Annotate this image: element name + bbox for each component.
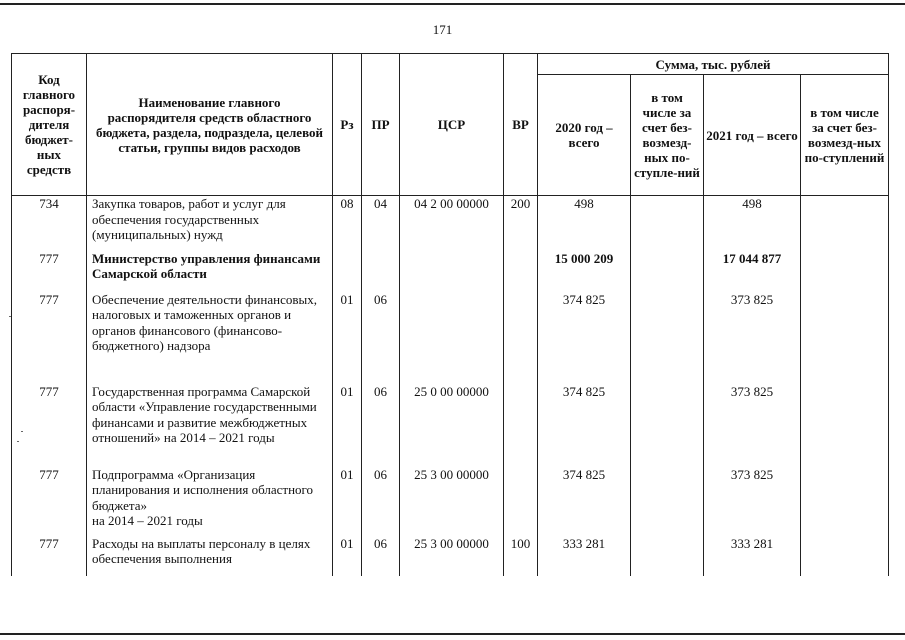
cell-name: Закупка товаров, работ и услуг для обеспечения государственных (муниципальных) нужд xyxy=(87,196,333,251)
table-body xyxy=(12,196,889,576)
cell-2020-total: 15 000 209 xyxy=(538,251,631,292)
table-row xyxy=(12,384,889,467)
header-2020-grants: в том числе за счет без-возмезд-ных по-ступле-ний xyxy=(631,75,704,196)
cell-pr: 06 xyxy=(362,467,400,536)
cell-2021-grants xyxy=(801,384,889,467)
cell-pr: 06 xyxy=(362,536,400,576)
cell-name: Обеспечение деятельности финансовых, налоговых и таможенных органов и органов финансового (финансово-бюджетного) надзора xyxy=(87,292,333,384)
cell-csr: 04 2 00 00000 xyxy=(400,196,504,251)
header-csr: ЦСР xyxy=(400,54,504,196)
cell-csr xyxy=(400,292,504,384)
cell-2021-total: 333 281 xyxy=(704,536,801,576)
cell-code: 777 xyxy=(12,292,87,384)
header-2020-total: 2020 год – всего xyxy=(538,75,631,196)
cell-rz: 01 xyxy=(333,467,362,536)
cell-pr xyxy=(362,251,400,292)
cell-2020-grants xyxy=(631,384,704,467)
cell-vr xyxy=(504,384,538,467)
cell-rz xyxy=(333,251,362,292)
cell-pr: 06 xyxy=(362,384,400,467)
cell-2021-grants xyxy=(801,196,889,251)
cell-rz: 01 xyxy=(333,536,362,576)
cell-2021-grants xyxy=(801,251,889,292)
cell-name: Расходы на выплаты персоналу в целях обеспечения выполнения xyxy=(87,536,333,576)
header-rz: Рз xyxy=(333,54,362,196)
header-vr: ВР xyxy=(504,54,538,196)
cell-2021-total: 373 825 xyxy=(704,292,801,384)
cell-code: 777 xyxy=(12,251,87,292)
header-name: Наименование главного распорядителя средств областного бюджета, раздела, подраздела, целевой статьи, группы видов расходов xyxy=(87,54,333,196)
cell-2021-total: 373 825 xyxy=(704,384,801,467)
cell-name: Подпрограмма «Организация планирования и исполнения областного бюджета» на 2014 – 2021 годы xyxy=(87,467,333,536)
bottom-rule xyxy=(0,633,905,635)
cell-rz: 01 xyxy=(333,384,362,467)
cell-csr: 25 3 00 00000 xyxy=(400,536,504,576)
cell-2020-total: 498 xyxy=(538,196,631,251)
cell-2021-total: 498 xyxy=(704,196,801,251)
cell-code: 777 xyxy=(12,467,87,536)
cell-name: Государственная программа Самарской области «Управление государственными финансами и развитие межбюджетных отношений» на 2014 – 2021 годы xyxy=(87,384,333,467)
cell-2020-grants xyxy=(631,536,704,576)
header-2021-grants: в том числе за счет без-возмезд-ных по-ступлений xyxy=(801,75,889,196)
cell-code: 777 xyxy=(12,384,87,467)
cell-vr: 100 xyxy=(504,536,538,576)
cell-vr: 200 xyxy=(504,196,538,251)
cell-2020-grants xyxy=(631,467,704,536)
cell-2020-grants xyxy=(631,292,704,384)
cell-rz: 01 xyxy=(333,292,362,384)
cell-2021-grants xyxy=(801,536,889,576)
cell-2021-total: 373 825 xyxy=(704,467,801,536)
cell-vr xyxy=(504,467,538,536)
cell-2020-total: 374 825 xyxy=(538,384,631,467)
cell-name: Министерство управления финансами Самарской области xyxy=(87,251,333,292)
table-row xyxy=(12,292,889,384)
cell-vr xyxy=(504,292,538,384)
header-pr: ПР xyxy=(362,54,400,196)
cell-vr xyxy=(504,251,538,292)
cell-csr: 25 0 00 00000 xyxy=(400,384,504,467)
header-2021-total: 2021 год – всего xyxy=(704,75,801,196)
cell-2020-total: 374 825 xyxy=(538,467,631,536)
cell-code: 734 xyxy=(12,196,87,251)
table-row xyxy=(12,196,889,251)
cell-code: 777 xyxy=(12,536,87,576)
cell-rz: 08 xyxy=(333,196,362,251)
top-rule xyxy=(0,3,905,5)
page-number: 171 xyxy=(432,22,453,37)
cell-csr xyxy=(400,251,504,292)
table-row xyxy=(12,536,889,576)
table-row xyxy=(12,467,889,536)
cell-2021-grants xyxy=(801,292,889,384)
cell-csr: 25 3 00 00000 xyxy=(400,467,504,536)
cell-2020-grants xyxy=(631,251,704,292)
cell-2020-total: 333 281 xyxy=(538,536,631,576)
cell-2021-total: 17 044 877 xyxy=(704,251,801,292)
cell-2020-total: 374 825 xyxy=(538,292,631,384)
table-row xyxy=(12,251,889,292)
table-header xyxy=(12,54,889,196)
cell-2021-grants xyxy=(801,467,889,536)
header-sum: Сумма, тыс. рублей xyxy=(538,54,889,75)
cell-pr: 06 xyxy=(362,292,400,384)
header-code: Код главного распоря-дителя бюджет-ных средств xyxy=(12,54,87,196)
cell-pr: 04 xyxy=(362,196,400,251)
budget-table xyxy=(11,53,889,576)
cell-2020-grants xyxy=(631,196,704,251)
